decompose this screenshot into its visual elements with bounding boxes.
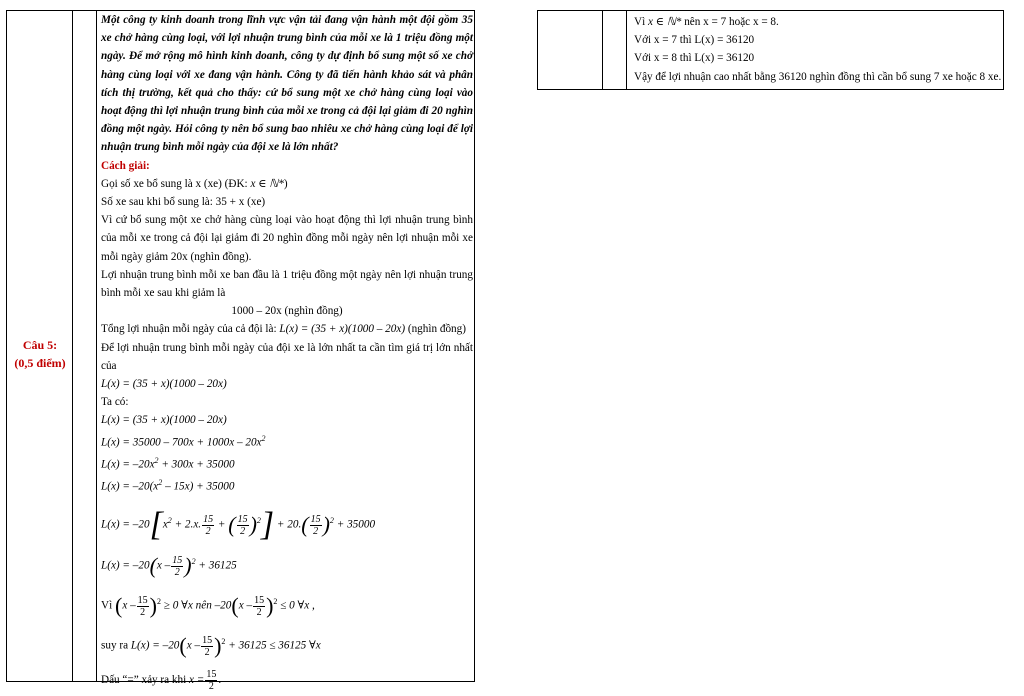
- exponent: 2: [191, 557, 196, 567]
- condition: x ∈ ℕ*: [250, 177, 284, 190]
- fraction: [310, 514, 322, 537]
- eq-text: x –: [238, 600, 253, 613]
- step-natural-number: [634, 13, 1001, 31]
- step-total-vehicles: Số xe sau khi bổ sung là: 35 + x (xe): [101, 196, 266, 209]
- paren: ): [214, 633, 222, 659]
- eq-text: suy ra: [101, 640, 131, 653]
- numerator: 15: [203, 514, 214, 526]
- problem-statement: Một công ty kinh doanh trong lĩnh vực vận tải đang vận hành một đội gồm 35 xe chở hàng cùng loại, với lợi nhuận trung bình của mỗi xe là 1 triệu đồng một ngày. Để mở rộng mô hình kinh doanh, công ty dự định bổ sung một số xe chở hàng cùng loại với xe đang vận hành. Công ty đã tiến hành khảo sát và phân tích thị trường, kết quả cho thấy: cứ bổ sung một xe chở hàng cùng loại vào hoạt động thì lợi nhuận trung bình của mỗi xe trong cả đội lại giảm đi 20 nghìn đồng một ngày. Hỏi công ty nên bổ sung bao nhiêu xe chở hàng cùng loại để lợi nhuận trung bình mỗi ngày của đội xe là lớn nhất?: [101, 14, 473, 154]
- paren: ): [149, 593, 157, 619]
- step-x7: Với x = 7 thì L(x) = 36120: [634, 34, 755, 47]
- column-divider: [96, 11, 97, 681]
- numerator: 15: [237, 514, 248, 526]
- solution-continuation: [634, 13, 1001, 86]
- paren: (: [114, 593, 123, 619]
- paren: (: [149, 553, 157, 579]
- solution-heading: Cách giải:: [101, 159, 150, 172]
- column-divider: [626, 11, 627, 89]
- equation-1: L(x) = (35 + x)(1000 – 20x): [101, 414, 227, 427]
- column-divider: [602, 11, 603, 89]
- final-answer: Vậy để lợi nhuận cao nhất bằng 36120 nghìn đồng thì cần bổ sung 7 xe hoặc 8 xe.: [634, 70, 1002, 83]
- denominator: 2: [256, 607, 262, 619]
- eq-text: + 2.x.: [171, 519, 202, 532]
- eq-text: Dấu “=” xảy ra khi: [101, 674, 190, 687]
- bracket: [: [149, 506, 163, 544]
- question-label: Câu 5:: [22, 338, 58, 352]
- step-text: nên x = 7 hoặc x = 8.: [681, 16, 779, 28]
- numerator: 15: [310, 514, 321, 526]
- inequality-step: [101, 585, 473, 619]
- numerator: 15: [137, 595, 148, 607]
- exponent: 2: [261, 433, 266, 443]
- step-text: (nghìn đồng): [405, 323, 466, 336]
- eq-text: +: [215, 519, 229, 532]
- fraction: [237, 514, 249, 537]
- eq-text: L(x) = 35000 – 700x + 1000x – 20x: [101, 436, 262, 449]
- eq-text: Vì: [101, 600, 115, 613]
- fraction: [201, 635, 213, 658]
- solution-content: [101, 11, 473, 695]
- eq-text: L(x) = –20: [101, 560, 150, 573]
- eq-text: L(x) = –20(x: [101, 480, 159, 493]
- profit-expression: 1000 – 20x (nghìn đồng): [231, 305, 343, 318]
- paren: ): [184, 553, 192, 579]
- eq-text: L(x) = –20: [101, 519, 150, 532]
- exponent: 2: [158, 477, 163, 487]
- numerator: 15: [172, 555, 183, 567]
- paren: (: [228, 512, 236, 538]
- equation-5: [101, 501, 473, 544]
- step-profit-decrease: Vì cứ bổ sung một xe chở hàng cùng loại vào hoạt động thì lợi nhuận trung bình của mỗi xe trong cả đội lại giảm đi 20 nghìn đồng mỗi ngày nên lợi nhuận mỗi xe mỗi ngày giảm 20x (nghìn đồng).: [101, 214, 473, 263]
- eq-text: .: [218, 674, 222, 687]
- step-text: Gọi số xe bổ sung là x (xe) (ĐK:: [101, 177, 251, 190]
- fraction: [202, 514, 214, 537]
- eq-text: + 35000: [333, 519, 376, 532]
- exponent: 2: [154, 455, 159, 465]
- numerator: 15: [254, 595, 265, 607]
- eq-text: ≥ 0 ∀x nên –20: [161, 600, 232, 613]
- denominator: 2: [174, 567, 180, 579]
- eq-text: x –: [122, 600, 136, 613]
- exponent: 2: [256, 516, 261, 526]
- formula: L(x) = (35 + x)(1000 – 20x): [279, 323, 406, 336]
- equation-2: [101, 430, 473, 452]
- step-goal: Để lợi nhuận trung bình mỗi ngày của đội xe là lớn nhất ta cần tìm giá trị lớn nhất của: [101, 341, 473, 372]
- paren: ): [266, 593, 274, 619]
- equation-4: [101, 474, 473, 496]
- equation-6: [101, 545, 473, 579]
- eq-text: x –: [156, 560, 171, 573]
- exponent: 2: [221, 637, 226, 647]
- denominator: 2: [313, 526, 319, 538]
- fraction: [253, 595, 265, 618]
- paren: (: [231, 593, 239, 619]
- question-label-cell: [7, 336, 73, 372]
- eq-text: – 15x) + 35000: [162, 480, 235, 493]
- step-text: Vì: [634, 16, 648, 28]
- conclusion-inequality: [101, 625, 473, 659]
- exponent: 2: [329, 516, 334, 526]
- eq-text: + 20.: [274, 519, 302, 532]
- eq-text: + 36125: [195, 560, 237, 573]
- eq-text: L(x) = –20: [130, 640, 180, 653]
- question-points: (0,5 điểm): [14, 356, 66, 370]
- exponent: 2: [273, 597, 278, 607]
- formula-goal: L(x) = (35 + x)(1000 – 20x): [101, 378, 227, 391]
- step-x8: Với x = 8 thì L(x) = 36120: [634, 52, 755, 65]
- denominator: 2: [205, 526, 211, 538]
- paren: ): [322, 512, 330, 538]
- paren: (: [179, 633, 187, 659]
- step-define-variable: [101, 175, 473, 193]
- condition: x ∈ ℕ*: [647, 16, 682, 28]
- eq-text: L(x) = –20x: [101, 458, 155, 471]
- paren: ): [249, 512, 257, 538]
- numerator: 15: [206, 669, 217, 681]
- fraction: [137, 595, 149, 618]
- numerator: 15: [202, 635, 213, 647]
- step-profit-per-vehicle: Lợi nhuận trung bình mỗi xe ban đầu là 1 triệu đồng một ngày nên lợi nhuận trung bình mỗi xe sau khi giảm là: [101, 268, 473, 300]
- fraction: [171, 555, 183, 578]
- eq-text: x: [162, 519, 168, 532]
- denominator: 2: [208, 681, 214, 693]
- eq-text: x =: [189, 674, 205, 687]
- step-text: ): [283, 177, 288, 190]
- paren: (: [301, 512, 309, 538]
- bracket: ]: [260, 506, 275, 544]
- step-text: Tổng lợi nhuận mỗi ngày của cả đội là:: [101, 323, 280, 336]
- eq-text: ≤ 0 ∀x ,: [277, 600, 315, 613]
- denominator: 2: [240, 526, 246, 538]
- denominator: 2: [204, 647, 210, 659]
- exponent: 2: [167, 516, 172, 526]
- denominator: 2: [140, 607, 146, 619]
- equality-condition: [101, 665, 473, 695]
- eq-text: + 36125 ≤ 36125 ∀x: [225, 640, 321, 653]
- step-we-have: Ta có:: [101, 396, 129, 409]
- fraction: [205, 669, 217, 692]
- exponent: 2: [157, 597, 161, 607]
- eq-text: + 300x + 35000: [158, 458, 235, 471]
- step-total-profit: [101, 320, 473, 338]
- eq-text: x –: [186, 640, 201, 653]
- equation-3: [101, 452, 473, 474]
